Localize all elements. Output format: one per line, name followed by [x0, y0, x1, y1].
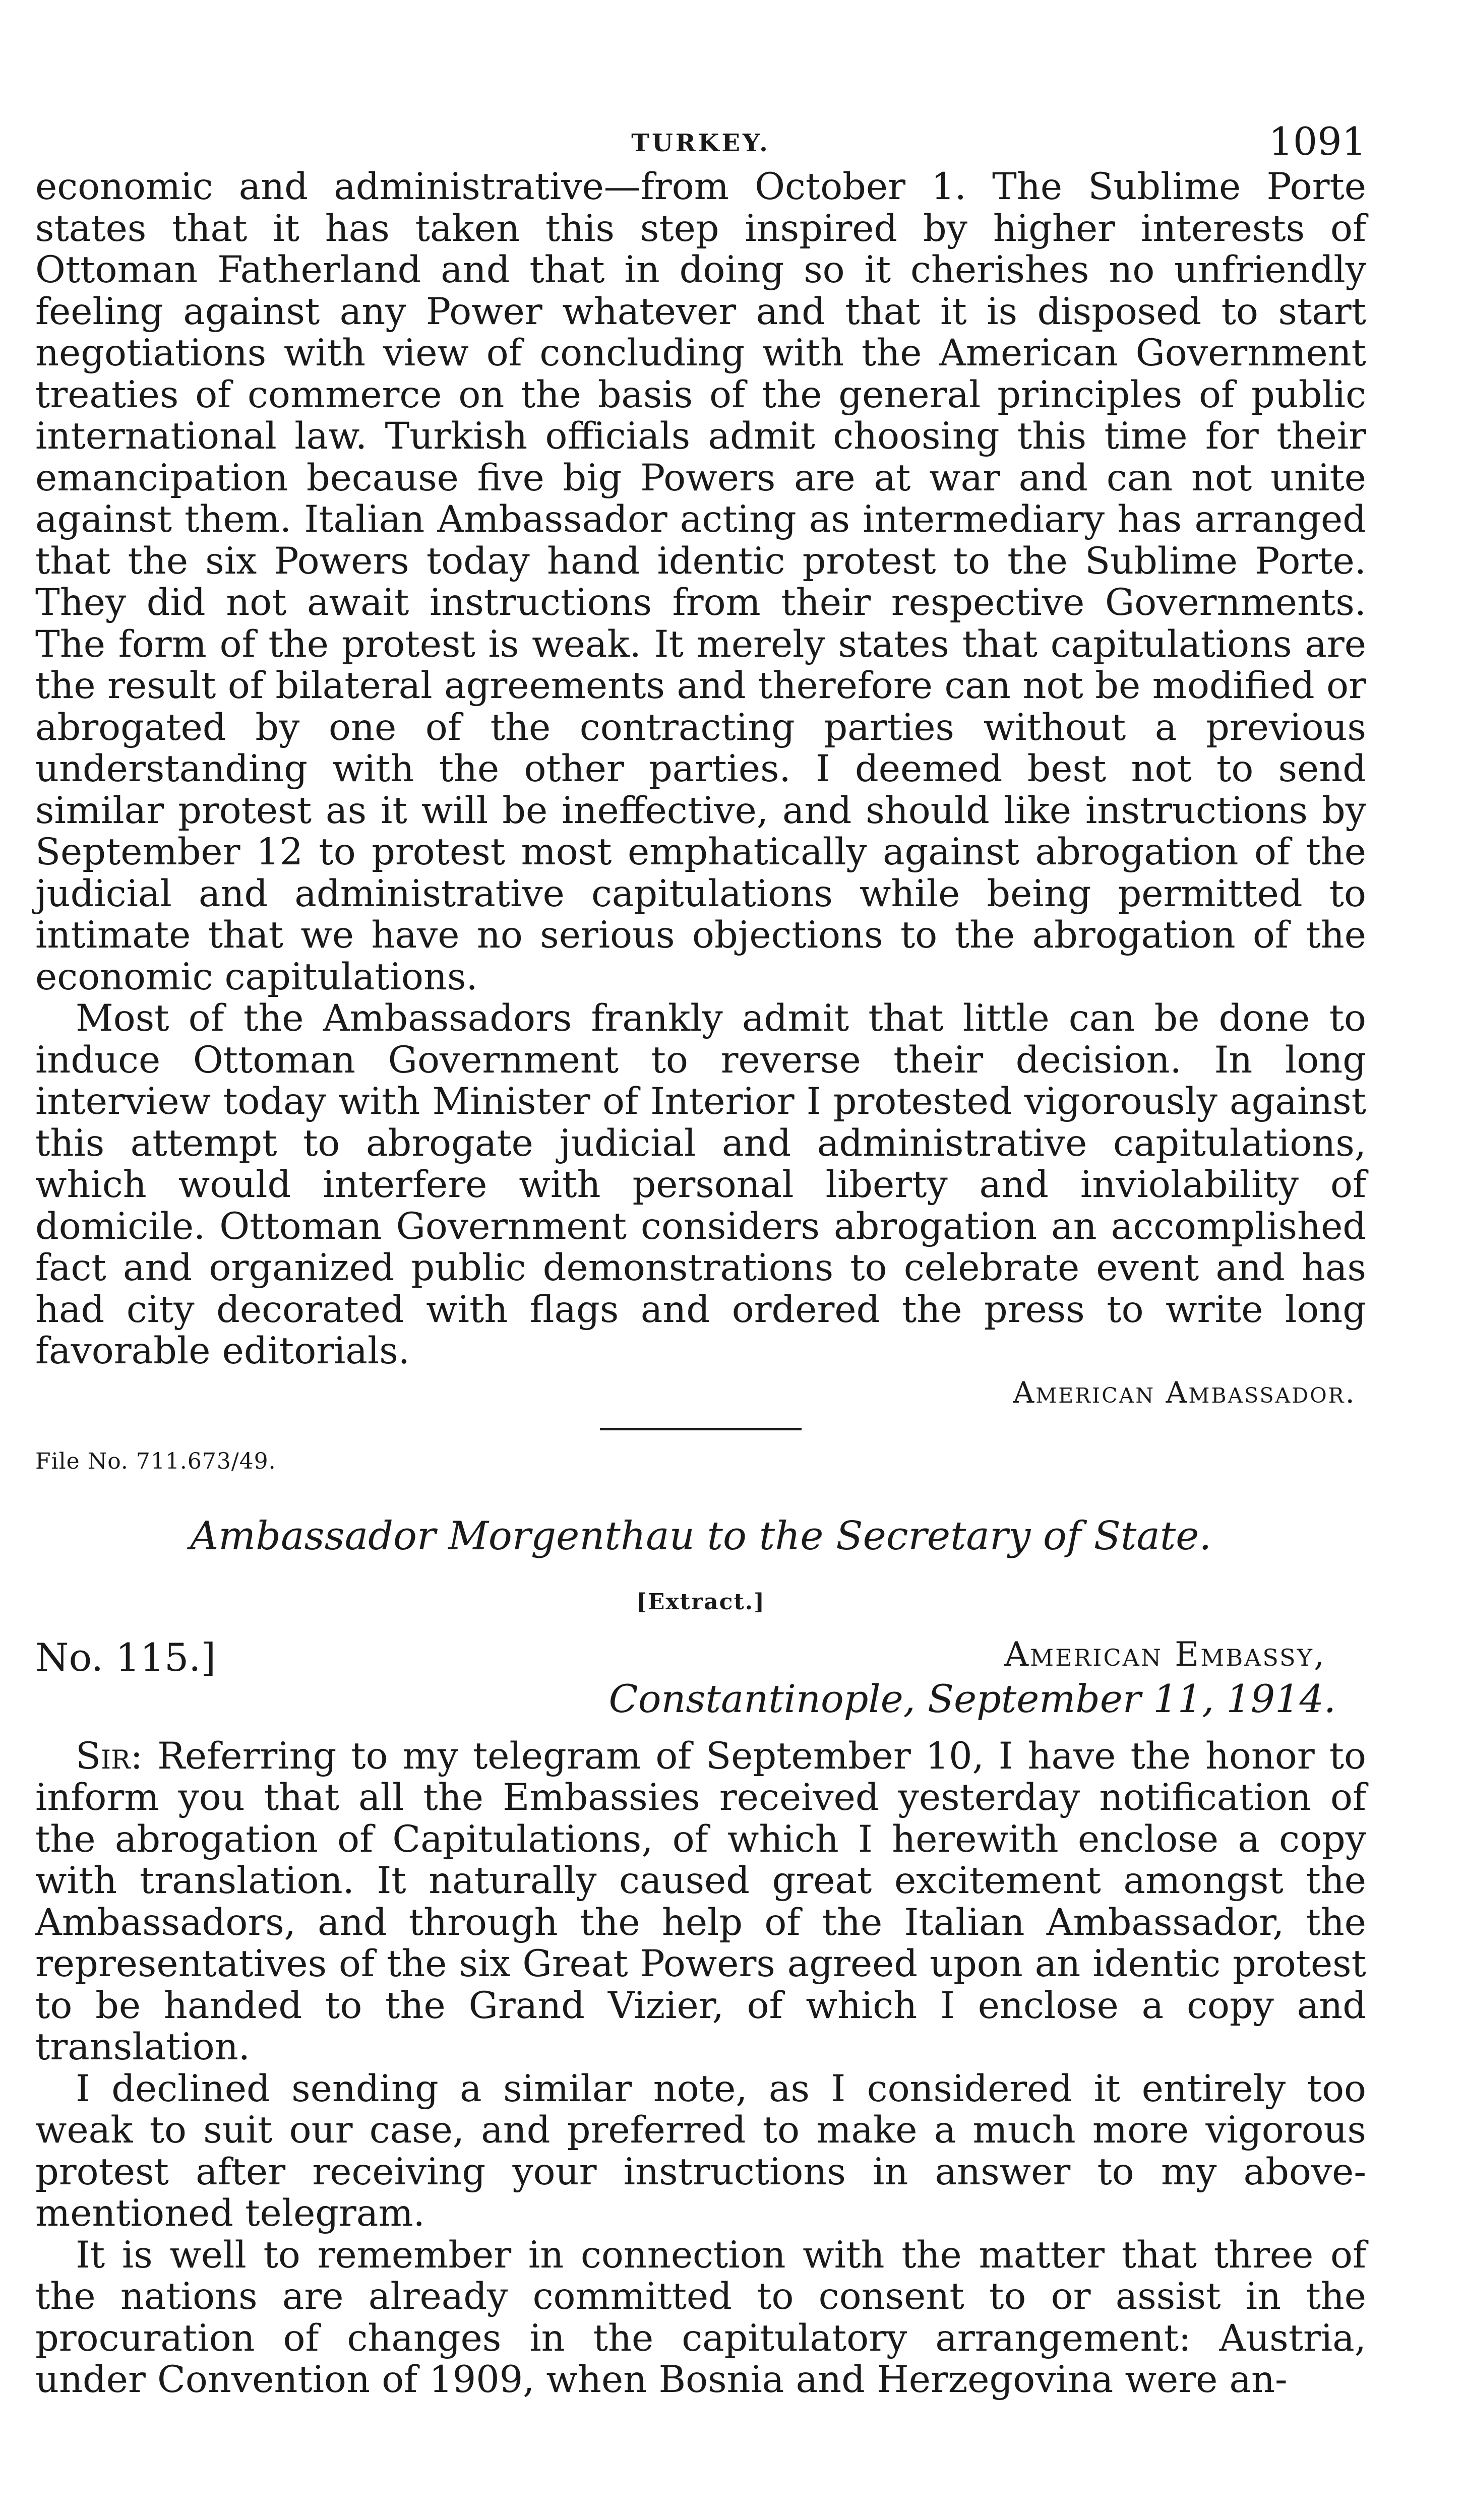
- running-header: [35, 101, 1366, 166]
- paragraph: It is well to remember in connection with the matter that three of the nations are already committed to consent to or assist in the procuration of changes in the capitulatory arrangement: Austria, under Convention of 1909, when Bosnia and Herzegovina were an-: [35, 2233, 1366, 2401]
- document-page: [35, 101, 1366, 2401]
- page-number: 1091: [1268, 119, 1366, 164]
- embassy-line: American Embassy,: [1004, 1634, 1326, 1674]
- signature: American Ambassador.: [1013, 1375, 1356, 1410]
- salutation: Sir:: [76, 1734, 143, 1778]
- dateline: [35, 1635, 1366, 1736]
- place-date-line: Constantinople, September 11, 1914.: [608, 1676, 1336, 1721]
- document-number: No. 115.]: [35, 1634, 216, 1680]
- running-title: TURKEY.: [631, 129, 770, 157]
- letter-body: [35, 1736, 1366, 2401]
- file-number: File No. 711.673/49.: [35, 1448, 276, 1474]
- section-divider: [600, 1428, 802, 1430]
- extract-label: [Extract.]: [636, 1589, 765, 1615]
- paragraph: economic and administrative—from October 1. The Sublime Porte states that it has taken this step inspired by higher interests of Ottoman Fatherland and that in doing so it cherishes no unfriendly feeling against any Power whatever and that it is disposed to start negotiations with view of concluding with the American Government treaties of commerce on the basis of the general principles of public international law. Turkish officials admit choosing this time for their emancipation because five big Powers are at war and can not unite against them. Italian Ambassador acting as intermediary has arranged that the six Powers today hand identic protest to the Sublime Porte. They did not await instructions from their respective Governments. The form of the protest is weak. It merely states that capitulations are the result of bilateral agreements and therefore can not be modified or abrogated by one of the contracting parties without a previous understanding with the other parties. I deemed best not to send similar protest as it will be ineffective, and should like instructions by September 12 to protest most emphatically against abrogation of the judicial and administrative capitulations while being permitted to intimate that we have no serious objections to the abrogation of the economic capitulations.: [35, 165, 1366, 998]
- document-heading: Ambassador Morgenthau to the Secretary of State.: [190, 1513, 1212, 1559]
- paragraph: Most of the Ambassadors frankly admit that little can be done to induce Ottoman Government to reverse their decision. In long interview today with Minister of Interior I protested vigorously against this attempt to abrogate judicial and administrative capitulations, which would interfere with personal liberty and inviolability of domicile. Ottoman Government considers abrogation an accomplished fact and organized public demonstrations to celebrate event and has had city decorated with flags and ordered the press to write long favorable editorials.: [35, 997, 1366, 1372]
- paragraph-text: Referring to my telegram of September 10, I have the honor to inform you that all the Embassies received yesterday notification of the abrogation of Capitulations, of which I herewith enclose a copy with translation. It naturally caused great excitement amongst the Ambassadors, and through the help of the Italian Ambassador, the representatives of the six Great Powers agreed upon an identic protest to be handed to the Grand Vizier, of which I enclose a copy and translation.: [35, 1734, 1366, 2068]
- telegram-continuation: [35, 166, 1366, 1372]
- paragraph: [35, 1736, 1366, 2068]
- paragraph: I declined sending a similar note, as I considered it entirely too weak to suit our case, and preferred to make a much more vigorous protest after receiving your instructions in answer to my above-mentioned telegram.: [35, 2067, 1366, 2235]
